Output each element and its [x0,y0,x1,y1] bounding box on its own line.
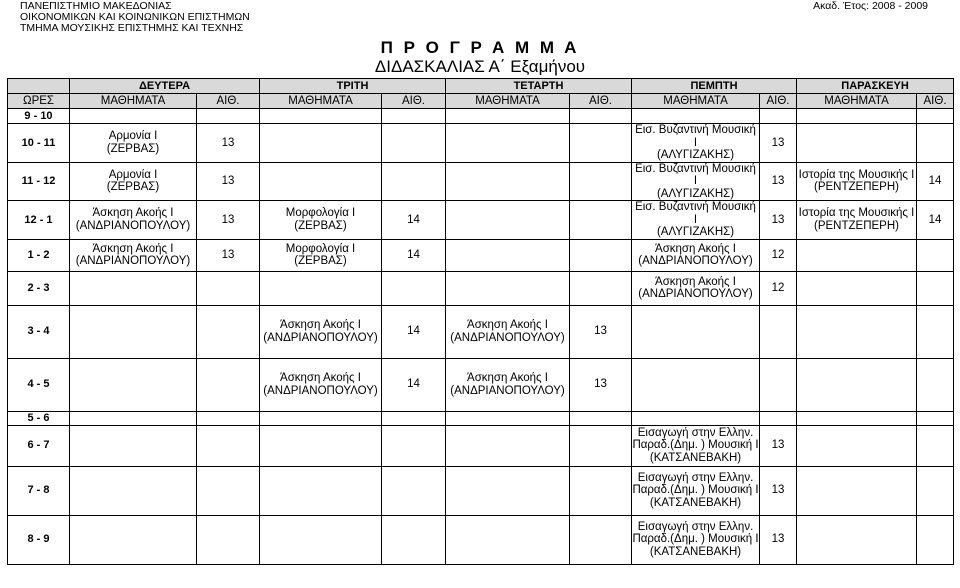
course-cell [797,425,917,466]
course-cell [797,109,917,124]
room-cell [570,271,632,305]
room-cell: 13 [197,201,260,240]
course-cell [797,358,917,411]
course-column-header: ΜΑΘΗΜΑΤΑ [797,94,917,109]
room-cell: 13 [760,124,797,163]
course-cell [446,466,570,515]
time-slot: 4 - 5 [8,358,70,411]
course-cell: Άσκηση Ακοής Ι (ΑΝΔΡΙΑΝΟΠΟΥΛΟΥ) [70,239,197,271]
room-cell [197,425,260,466]
room-cell [382,515,446,564]
course-cell [446,515,570,564]
course-cell: Άσκηση Ακοής Ι (ΑΝΔΡΙΑΝΟΠΟΥΛΟΥ) [632,271,760,305]
course-cell: Εισαγωγή στην Ελλην. Παραδ.(Δημ. ) Μουσική Ι (ΚΑΤΣΑΝΕΒΑΚΗ) [632,466,760,515]
table-row [8,239,954,271]
course-cell [446,239,570,271]
course-cell: Άσκηση Ακοής Ι (ΑΝΔΡΙΑΝΟΠΟΥΛΟΥ) [260,358,382,411]
table-row [8,162,954,201]
room-column-header: ΑΙΘ. [382,94,446,109]
room-cell [917,425,954,466]
course-cell [260,411,382,425]
course-cell [70,425,197,466]
time-slot: 12 - 1 [8,201,70,240]
course-cell: Άσκηση Ακοής Ι (ΑΝΔΡΙΑΝΟΠΟΥΛΟΥ) [260,305,382,358]
room-cell [382,271,446,305]
room-cell: 14 [382,358,446,411]
course-cell [446,162,570,201]
room-cell [382,466,446,515]
day-header: ΔΕΥΤΕΡΑ [70,79,260,94]
course-cell: Μορφολογία Ι (ΖΕΡΒΑΣ) [260,239,382,271]
room-cell [570,109,632,124]
room-cell [382,162,446,201]
room-cell [917,411,954,425]
course-cell [70,109,197,124]
room-cell: 12 [760,271,797,305]
course-cell [797,466,917,515]
course-cell: Ιστορία της Μουσικής Ι (ΡΕΝΤΖΕΠΕΡΗ) [797,201,917,240]
room-cell [570,162,632,201]
room-cell: 12 [760,239,797,271]
course-cell: Άσκηση Ακοής Ι (ΑΝΔΡΙΑΝΟΠΟΥΛΟΥ) [632,239,760,271]
room-cell [760,411,797,425]
course-cell [260,515,382,564]
course-cell [446,124,570,163]
course-cell [446,109,570,124]
time-slot: 5 - 6 [8,411,70,425]
course-cell: Εισαγωγή στην Ελλην. Παραδ.(Δημ. ) Μουσική Ι (ΚΑΤΣΑΝΕΒΑΚΗ) [632,515,760,564]
room-cell [382,411,446,425]
course-cell: Άσκηση Ακοής Ι (ΑΝΔΡΙΑΝΟΠΟΥΛΟΥ) [70,201,197,240]
day-header: ΤΡΙΤΗ [260,79,446,94]
time-slot: 8 - 9 [8,515,70,564]
table-row [8,109,954,124]
room-cell: 13 [760,515,797,564]
room-cell: 13 [760,425,797,466]
course-cell: Άσκηση Ακοής Ι (ΑΝΔΡΙΑΝΟΠΟΥΛΟΥ) [446,358,570,411]
course-cell [446,271,570,305]
course-cell [70,305,197,358]
room-cell: 13 [760,162,797,201]
room-cell: 13 [570,358,632,411]
course-cell [70,271,197,305]
table-row [8,515,954,564]
course-cell [797,411,917,425]
time-slot: 1 - 2 [8,239,70,271]
table-row [8,201,954,240]
course-cell [632,411,760,425]
department-name: ΤΜΗΜΑ ΜΟΥΣΙΚΗΣ ΕΠΙΣΤΗΜΗΣ ΚΑΙ ΤΕΧΝΗΣ [20,22,244,34]
course-cell [632,109,760,124]
course-cell [632,305,760,358]
room-cell: 14 [382,305,446,358]
day-header: ΤΕΤΑΡΤΗ [446,79,632,94]
room-cell [570,239,632,271]
table-row [8,305,954,358]
room-cell [917,358,954,411]
course-cell: Εισαγωγή στην Ελλην. Παραδ.(Δημ. ) Μουσική Ι (ΚΑΤΣΑΝΕΒΑΚΗ) [632,425,760,466]
course-cell: Ιστορία της Μουσικής Ι (ΡΕΝΤΖΕΠΕΡΗ) [797,162,917,201]
room-cell [917,239,954,271]
days-header-row [8,79,954,94]
room-cell [760,305,797,358]
course-cell [446,411,570,425]
course-cell: Αρμονία Ι (ΖΕΡΒΑΣ) [70,162,197,201]
room-cell: 13 [197,239,260,271]
table-row [8,358,954,411]
school-name: ΟΙΚΟΝΟΜΙΚΩΝ ΚΑΙ ΚΟΙΝΩΝΙΚΩΝ ΕΠΙΣΤΗΜΩΝ [20,11,250,23]
course-cell [797,239,917,271]
course-column-header: ΜΑΘΗΜΑΤΑ [260,94,382,109]
schedule-table [7,78,954,565]
room-cell [382,425,446,466]
day-header: ΠΑΡΑΣΚΕΥΗ [797,79,954,94]
room-cell: 14 [917,162,954,201]
column-header-row [8,94,954,109]
course-column-header: ΜΑΘΗΜΑΤΑ [70,94,197,109]
course-cell: Εισ. Βυζαντινή Μουσική Ι (ΑΛΥΓΙΖΑΚΗΣ) [632,162,760,201]
table-row [8,271,954,305]
room-column-header: ΑΙΘ. [570,94,632,109]
course-cell [797,305,917,358]
corner-cell [8,79,70,94]
course-cell [632,358,760,411]
room-cell [917,466,954,515]
course-cell: Μορφολογία Ι (ΖΕΡΒΑΣ) [260,201,382,240]
time-slot: 2 - 3 [8,271,70,305]
course-cell [260,109,382,124]
room-cell [382,124,446,163]
course-cell: Αρμονία Ι (ΖΕΡΒΑΣ) [70,124,197,163]
room-cell: 13 [760,466,797,515]
room-cell [917,124,954,163]
table-row [8,466,954,515]
room-cell [197,358,260,411]
course-cell [797,515,917,564]
room-column-header: ΑΙΘ. [917,94,954,109]
room-cell [917,109,954,124]
room-cell [570,515,632,564]
time-slot: 11 - 12 [8,162,70,201]
room-cell [760,358,797,411]
course-cell [260,425,382,466]
course-cell [446,201,570,240]
page-title: Π Ρ Ο Γ Ρ Α Μ Μ Α [380,38,580,57]
room-cell [917,271,954,305]
room-cell: 13 [570,305,632,358]
room-cell [197,466,260,515]
course-column-header: ΜΑΘΗΜΑΤΑ [632,94,760,109]
academic-year: Ακαδ. Έτος: 2008 - 2009 [813,0,928,12]
room-cell: 14 [917,201,954,240]
course-cell: Εισ. Βυζαντινή Μουσική Ι (ΑΛΥΓΙΖΑΚΗΣ) [632,124,760,163]
room-cell [760,109,797,124]
room-cell [570,201,632,240]
room-cell: 14 [382,239,446,271]
course-cell [260,124,382,163]
table-row [8,425,954,466]
room-cell [570,124,632,163]
table-row [8,411,954,425]
room-cell [570,425,632,466]
room-cell [917,515,954,564]
university-name: ΠΑΝΕΠΙΣΤΗΜΙΟ ΜΑΚΕΔΟΝΙΑΣ [20,0,172,12]
room-cell [197,109,260,124]
course-cell: Εισ. Βυζαντινή Μουσική Ι (ΑΛΥΓΙΖΑΚΗΣ) [632,201,760,240]
room-cell [570,411,632,425]
room-cell [197,305,260,358]
course-cell [70,515,197,564]
course-cell [260,466,382,515]
page-subtitle: ΔΙΔΑΣΚΑΛΙΑΣ Α΄ Εξαμήνου [374,57,586,76]
room-cell [197,515,260,564]
course-cell [70,466,197,515]
course-cell [260,271,382,305]
room-cell [382,109,446,124]
table-row [8,124,954,163]
hours-column-header: ΩΡΕΣ [8,94,70,109]
course-cell: Άσκηση Ακοής Ι (ΑΝΔΡΙΑΝΟΠΟΥΛΟΥ) [446,305,570,358]
room-cell [917,305,954,358]
time-slot: 7 - 8 [8,466,70,515]
time-slot: 9 - 10 [8,109,70,124]
course-cell [70,358,197,411]
course-cell [260,162,382,201]
course-cell [446,425,570,466]
time-slot: 10 - 11 [8,124,70,163]
course-column-header: ΜΑΘΗΜΑΤΑ [446,94,570,109]
room-cell: 13 [197,124,260,163]
room-cell: 13 [760,201,797,240]
time-slot: 3 - 4 [8,305,70,358]
course-cell [797,271,917,305]
room-cell: 14 [382,201,446,240]
room-cell [197,271,260,305]
course-cell [70,411,197,425]
time-slot: 6 - 7 [8,425,70,466]
room-column-header: ΑΙΘ. [197,94,260,109]
course-cell [797,124,917,163]
room-cell [570,466,632,515]
room-column-header: ΑΙΘ. [760,94,797,109]
day-header: ΠΕΜΠΤΗ [632,79,797,94]
room-cell [197,411,260,425]
room-cell: 13 [197,162,260,201]
